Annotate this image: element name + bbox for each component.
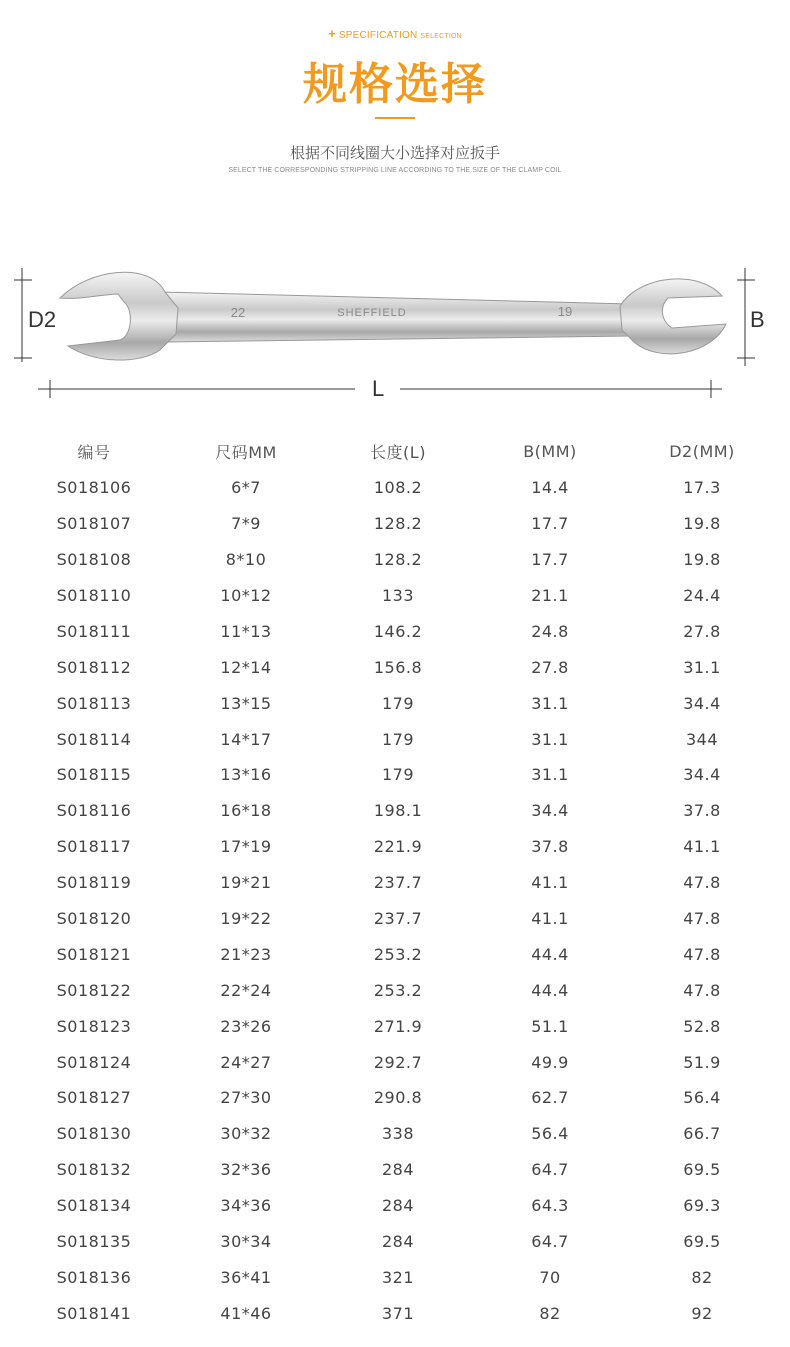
table-row: [18, 1188, 778, 1224]
header-size: 尺码MM: [215, 443, 277, 463]
cell-size: 24*27: [220, 1052, 272, 1072]
table-row: [18, 757, 778, 793]
cell-length: 371: [381, 1303, 415, 1323]
header-d2: D2(MM): [669, 442, 735, 462]
table-row: [18, 721, 778, 757]
table-row: [18, 649, 778, 685]
cell-d2: 37.8: [683, 801, 721, 821]
cell-length: 253.2: [373, 980, 423, 1000]
table-row: [18, 901, 778, 937]
cell-code: S018141: [56, 1303, 132, 1323]
cell-code: S018112: [56, 657, 132, 677]
cell-code: S018122: [56, 980, 132, 1000]
cell-size: 10*12: [220, 586, 272, 605]
cell-b: 31.1: [531, 693, 569, 713]
cell-size: 27*30: [220, 1088, 272, 1108]
cell-code: S018108: [56, 550, 132, 570]
cell-size: 41*46: [220, 1303, 272, 1323]
cell-code: S018106: [56, 478, 132, 498]
cell-b: 24.8: [531, 621, 569, 641]
cell-d2: 56.4: [683, 1088, 721, 1108]
cell-size: 17*19: [220, 837, 272, 857]
header-length: 长度(L): [370, 443, 426, 463]
cell-d2: 66.7: [683, 1124, 721, 1144]
table-header-row: [18, 434, 778, 470]
cell-code: S018111: [56, 621, 132, 641]
cell-code: S018134: [56, 1196, 132, 1216]
cell-b: 17.7: [531, 514, 569, 534]
cell-length: 284: [381, 1232, 415, 1252]
page-title: 规格选择: [303, 59, 487, 110]
cell-b: 56.4: [531, 1124, 569, 1144]
label-b: B: [750, 307, 765, 332]
engraving-right: 19: [557, 304, 573, 319]
cell-b: 27.8: [531, 657, 569, 677]
cell-size: 36*41: [220, 1267, 272, 1287]
cell-d2: 47.8: [683, 980, 721, 1000]
cell-size: 12*14: [220, 657, 272, 677]
cell-length: 133: [381, 586, 415, 605]
cell-b: 37.8: [531, 837, 569, 857]
cell-code: S018127: [56, 1088, 132, 1108]
table-row: [18, 1044, 778, 1080]
table-row: [18, 1259, 778, 1295]
cell-b: 44.4: [531, 980, 569, 1000]
subtitle: 根据不同线圈大小选择对应扳手: [289, 144, 500, 162]
cell-length: 237.7: [373, 909, 423, 929]
spec-en-small: SELECTION: [420, 33, 462, 40]
cell-length: 146.2: [373, 621, 423, 641]
cell-size: 13*16: [220, 765, 272, 785]
cell-length: 221.9: [373, 837, 423, 857]
table-row: [18, 470, 778, 506]
cell-size: 16*18: [220, 801, 272, 821]
cell-code: S018110: [56, 586, 132, 605]
table-row: [18, 936, 778, 972]
table-row: [18, 865, 778, 901]
header-code: 编号: [77, 443, 111, 463]
cell-length: 156.8: [373, 657, 423, 677]
cell-d2: 19.8: [683, 514, 721, 534]
cell-size: 22*24: [220, 980, 272, 1000]
table-row: [18, 578, 778, 614]
cell-d2: 17.3: [683, 478, 721, 498]
cell-length: 108.2: [373, 478, 423, 498]
cell-size: 32*36: [220, 1160, 272, 1180]
cell-size: 7*9: [231, 514, 261, 534]
spec-table: [18, 434, 778, 1331]
cell-size: 14*17: [220, 729, 272, 749]
cell-length: 284: [381, 1196, 415, 1216]
cell-length: 237.7: [373, 873, 423, 893]
cell-b: 44.4: [531, 944, 569, 964]
engraving-brand: SHEFFIELD: [337, 307, 407, 319]
wrench-diagram: [0, 250, 790, 420]
subtitle-en: SELECT THE CORRESPONDING STRIPPING LINE ACCORDING TO THE SIZE OF THE CLAMP COIL: [228, 167, 562, 174]
cell-d2: 19.8: [683, 550, 721, 570]
wrench-illustration: [0, 250, 790, 420]
table-row: [18, 1152, 778, 1188]
cell-b: 82: [539, 1303, 561, 1323]
cell-d2: 69.5: [683, 1160, 721, 1180]
table-row: [18, 613, 778, 649]
cell-b: 17.7: [531, 550, 569, 570]
cell-d2: 92: [691, 1303, 713, 1323]
cell-code: S018117: [56, 837, 132, 857]
cell-length: 284: [381, 1160, 415, 1180]
table-row: [18, 1116, 778, 1152]
cell-d2: 47.8: [683, 873, 721, 893]
table-row: [18, 793, 778, 829]
cell-d2: 47.8: [683, 909, 721, 929]
cell-d2: 24.4: [683, 586, 721, 605]
cell-size: 13*15: [220, 693, 272, 713]
engraving-left: 22: [230, 305, 246, 320]
cell-b: 51.1: [531, 1016, 569, 1036]
table-row: [18, 1080, 778, 1116]
cell-length: 179: [381, 729, 415, 749]
cell-b: 31.1: [531, 765, 569, 785]
cell-b: 64.3: [531, 1196, 569, 1216]
cell-size: 19*22: [220, 909, 272, 929]
cell-length: 179: [381, 765, 415, 785]
cell-size: 30*34: [220, 1232, 272, 1252]
cell-code: S018115: [56, 765, 132, 785]
cell-d2: 47.8: [683, 944, 721, 964]
cell-d2: 82: [691, 1267, 713, 1287]
cell-code: S018135: [56, 1232, 132, 1252]
cell-code: S018132: [56, 1160, 132, 1180]
label-d2: D2: [28, 307, 57, 332]
cell-b: 31.1: [531, 729, 569, 749]
table-row: [18, 1224, 778, 1260]
cell-d2: 41.1: [683, 837, 721, 857]
cell-size: 30*32: [220, 1124, 272, 1144]
table-row: [18, 542, 778, 578]
cell-length: 253.2: [373, 944, 423, 964]
cell-size: 23*26: [220, 1016, 272, 1036]
cell-b: 41.1: [531, 909, 569, 929]
cell-size: 34*36: [220, 1196, 272, 1216]
cell-code: S018114: [56, 729, 132, 749]
cell-code: S018121: [56, 944, 132, 964]
cell-code: S018119: [56, 873, 132, 893]
cell-length: 321: [381, 1267, 415, 1287]
cell-b: 49.9: [531, 1052, 569, 1072]
cell-size: 8*10: [225, 550, 267, 570]
cell-d2: 34.4: [683, 765, 721, 785]
cell-code: S018116: [56, 801, 132, 821]
title-divider: [375, 117, 415, 119]
cell-d2: 69.5: [683, 1232, 721, 1252]
cell-length: 179: [381, 693, 415, 713]
table-row: [18, 1008, 778, 1044]
cell-length: 128.2: [373, 550, 423, 570]
table-row: [18, 1295, 778, 1331]
cell-d2: 34.4: [683, 693, 721, 713]
cell-length: 198.1: [373, 801, 423, 821]
spec-eyebrow: [0, 26, 790, 41]
cell-b: 34.4: [531, 801, 569, 821]
cell-d2: 52.8: [683, 1016, 721, 1036]
cell-b: 64.7: [531, 1232, 569, 1252]
cell-b: 14.4: [531, 478, 569, 498]
cell-size: 19*21: [220, 873, 272, 893]
cell-code: S018124: [56, 1052, 132, 1072]
cell-b: 41.1: [531, 873, 569, 893]
table-row: [18, 685, 778, 721]
cell-length: 290.8: [373, 1088, 423, 1108]
cell-b: 64.7: [531, 1160, 569, 1180]
cell-size: 6*7: [231, 478, 261, 498]
cell-b: 70: [539, 1267, 561, 1287]
cell-code: S018113: [56, 693, 132, 713]
cell-code: S018136: [56, 1267, 132, 1287]
cell-d2: 344: [685, 729, 719, 749]
label-l: L: [372, 376, 385, 401]
cell-b: 62.7: [531, 1088, 569, 1108]
cell-code: S018130: [56, 1124, 132, 1144]
table-row: [18, 972, 778, 1008]
cell-length: 271.9: [373, 1016, 423, 1036]
header-b: B(MM): [523, 442, 577, 462]
cell-d2: 69.3: [683, 1196, 721, 1216]
cell-size: 21*23: [220, 944, 272, 964]
table-row: [18, 829, 778, 865]
cell-d2: 31.1: [683, 657, 721, 677]
cell-length: 292.7: [373, 1052, 423, 1072]
cell-d2: 51.9: [683, 1052, 721, 1072]
cell-size: 11*13: [220, 621, 272, 641]
plus-icon: +: [328, 26, 336, 41]
cell-d2: 27.8: [683, 621, 721, 641]
table-row: [18, 506, 778, 542]
cell-code: S018123: [56, 1016, 132, 1036]
cell-code: S018107: [56, 514, 132, 534]
cell-b: 21.1: [531, 586, 569, 605]
spec-en: SPECIFICATION: [338, 30, 418, 41]
cell-length: 338: [381, 1124, 415, 1144]
cell-code: S018120: [56, 909, 132, 929]
cell-length: 128.2: [373, 514, 423, 534]
